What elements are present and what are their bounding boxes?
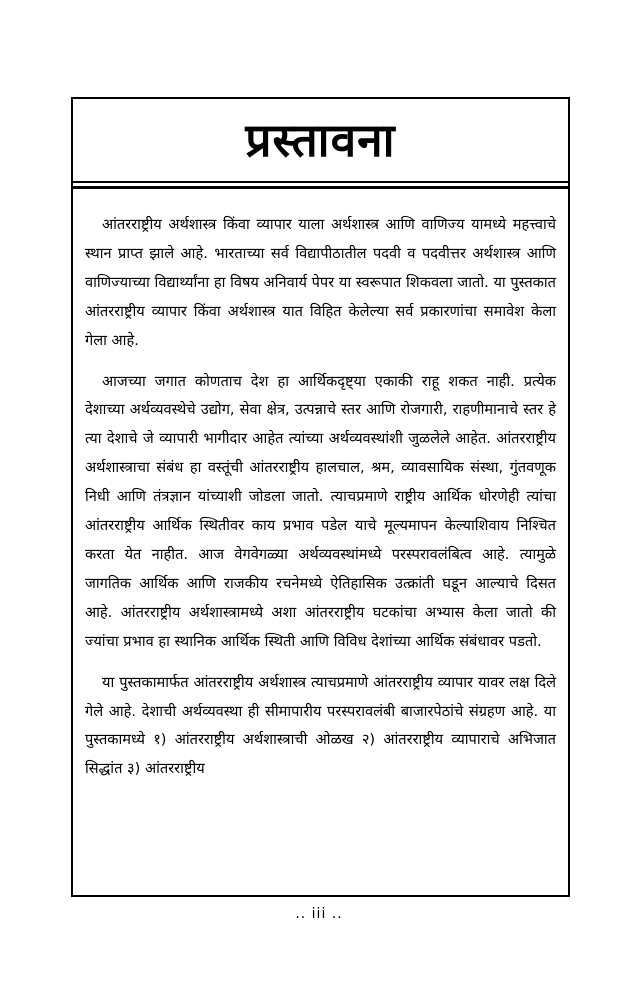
page-title: प्रस्तावना <box>245 113 396 167</box>
title-box <box>73 99 568 183</box>
page-number: .. iii .. <box>295 906 343 922</box>
page-frame <box>71 97 570 897</box>
paragraph-3: या पुस्तकामार्फत आंतरराष्ट्रीय अर्थशास्त्र त्याचप्रमाणे आंतरराष्ट्रीय व्यापार यावर लक्ष दिले गेले आहे. देशाची अर्थव्यवस्था ही सीमापारीय परस्परावलंबी बाजारपेठांचे संग्रहण आहे. या पुस्तकामध्ये १) आंतरराष्ट्रीय अर्थशास्त्राची ओळख २) आंतरराष्ट्रीय व्यापाराचे अभिजात सिद्धांत ३) आंतरराष्ट्रीय <box>85 673 556 778</box>
paragraph-1: आंतरराष्ट्रीय अर्थशास्त्र किंवा व्यापार याला अर्थशास्त्र आणि वाणिज्य यामध्ये महत्त्वाचे स्थान प्राप्त झाले आहे. भारताच्या सर्व विद्यापीठातील पदवी व पदवीत्तर अर्थशास्त्र आणि वाणिज्याच्या विद्यार्थ्यांना हा विषय अनिवार्य पेपर या स्वरूपात शिकवला जातो. या पुस्तकात आंतरराष्ट्रीय व्यापार किंवा अर्थशास्त्र यात विहित केलेल्या सर्व प्रकारणांचा समावेश केला गेला आहे. <box>85 216 556 349</box>
body-text <box>73 189 568 784</box>
paragraph-2: आजच्या जगात कोणताच देश हा आर्थिकदृष्ट्या एकाकी राहू शकत नाही. प्रत्येक देशाच्या अर्थव्यवस्थेचे उद्योग, सेवा क्षेत्र, उत्पन्नाचे स्तर आणि रोजगारी, राहणीमानाचे स्तर हे त्या देशाचे जे व्यापारी भागीदार आहेत त्यांच्या अर्थव्यवस्थांशी जुळलेले आहेत. आंतरराष्ट्रीय अर्थशास्त्राचा संबंध हा वस्तूंची आंतरराष्ट्रीय हालचाल, श्रम, व्यावसायिक संस्था, गुंतवणूक निधी आणि तंत्रज्ञान यांच्याशी जोडला जातो. त्याचप्रमाणे राष्ट्रीय आर्थिक धोरणेही त्यांचा आंतरराष्ट्रीय आर्थिक स्थितीवर काय प्रभाव पडेल याचे मूल्यमापन केल्याशिवाय निश्चित करता येत नाहीत. आज वेगवेगळ्या अर्थव्यवस्थांमध्ये परस्परावलंबित्व आहे. त्यामुळे जागतिक आर्थिक आणि राजकीय रचनेमध्ये ऐतिहासिक उत्क्रांती घडून आल्याचे दिसत आहे. आंतरराष्ट्रीय अर्थशास्त्रामध्ये अशा आंतरराष्ट्रीय घटकांचा अभ्यास केला जातो की ज्यांचा प्रभाव हा स्थानिक आर्थिक स्थिती आणि विविध देशांच्या आर्थिक संबंधावर पडतो. <box>85 372 556 650</box>
